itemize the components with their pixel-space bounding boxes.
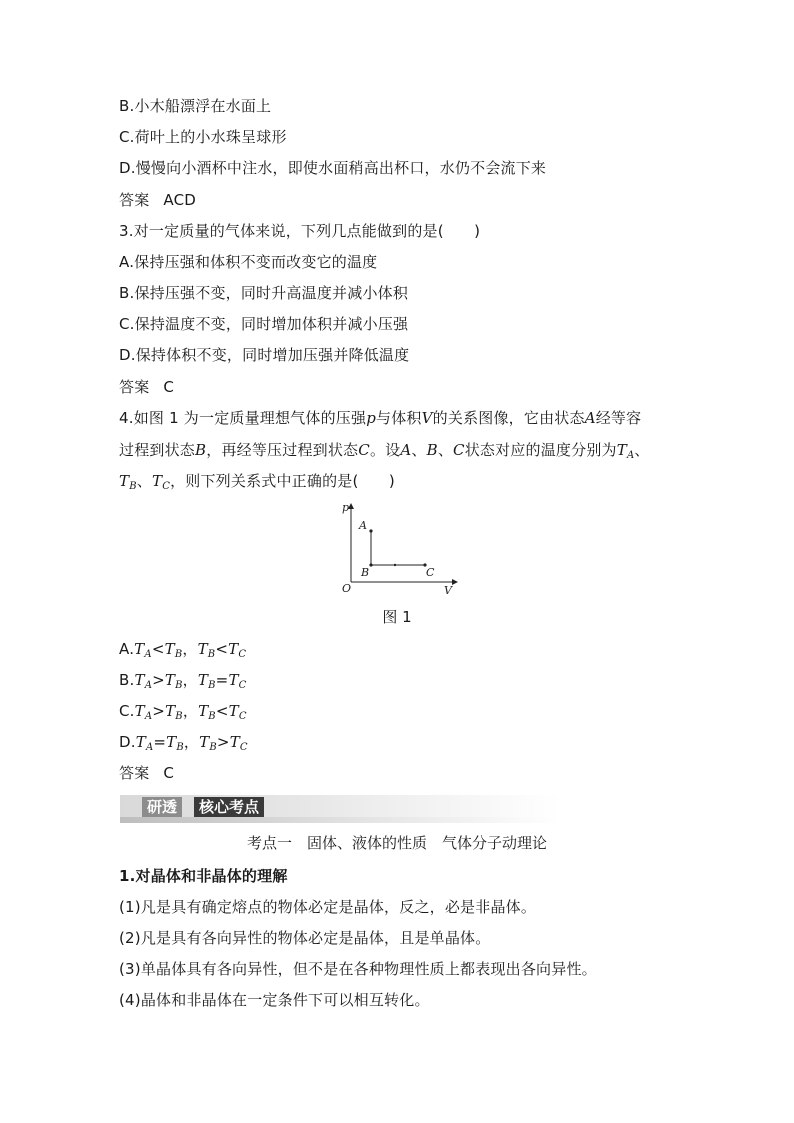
banner-right-label: 核心考点 — [194, 797, 264, 817]
answer-label: 答案 — [119, 764, 150, 782]
subheading: 1.对晶体和非晶体的理解 — [119, 867, 288, 885]
point-item: (4)晶体和非晶体在一定条件下可以相互转化。 — [119, 991, 430, 1009]
q4-stem-line3: $T_B$、$T_C$，则下列关系式中正确的是( ) — [119, 472, 395, 492]
q4-option: $B.T_A>T_B$，$T_B=T_C$ — [119, 671, 247, 691]
q3-stem: 3.对一定质量的气体来说，下列几点能做到的是( ) — [119, 222, 481, 240]
answer-label: 答案 — [119, 191, 150, 209]
figure-caption: 图 1 — [382, 608, 412, 626]
answer-value: C — [163, 764, 175, 782]
point-a-marker — [369, 529, 372, 532]
answer-value: ACD — [163, 191, 197, 209]
point-mid-marker — [394, 564, 396, 566]
q3-option-d: D.保持体积不变，同时增加压强并降低温度 — [119, 346, 410, 364]
origin-label: O — [342, 582, 352, 595]
point-c-label: C — [426, 566, 435, 579]
q4-answer — [119, 763, 174, 783]
point-item: (3)单晶体具有各向异性，但不是在各种物理性质上都表现出各向异性。 — [119, 960, 597, 978]
q2-option-d: D.慢慢向小酒杯中注水，即使水面稍高出杯口，水仍不会流下来 — [119, 159, 547, 177]
q2-option-c: C.荷叶上的小水珠呈球形 — [119, 128, 287, 146]
point-item: (2)凡是具有各向异性的物体必定是晶体，且是单晶体。 — [119, 929, 491, 947]
q4-option: $C.T_A>T_B$，$T_B<T_C$ — [119, 702, 247, 722]
axis-y-label: p — [342, 501, 350, 514]
banner-left-label: 研透 — [142, 797, 182, 817]
q3-option-c: C.保持温度不变，同时增加体积并减小压强 — [119, 315, 409, 333]
answer-label: 答案 — [119, 378, 150, 396]
point-b-marker — [369, 563, 372, 566]
q4-option: $D.T_A=T_B$，$T_B>T_C$ — [119, 733, 248, 753]
q4-option: $A.T_A<T_B$，$T_B<T_C$ — [119, 640, 247, 660]
pv-diagram — [335, 498, 465, 598]
q4-stem-line2: 过程到状态B，再经等压过程到状态C。设A、B、C状态对应的温度分别为$T_A$、 — [119, 441, 650, 461]
point-item: (1)凡是具有确定熔点的物体必定是晶体，反之，必是非晶体。 — [119, 898, 537, 916]
q4-stem-line1: 4.如图 1 为一定质量理想气体的压强p与体积V的关系图像，它由状态A经等容 — [119, 409, 642, 427]
q3-option-b: B.保持压强不变，同时升高温度并减小体积 — [119, 284, 409, 302]
q3-option-a: A.保持压强和体积不变而改变它的温度 — [119, 253, 378, 271]
point-b-label: B — [361, 566, 370, 579]
section-title: 考点一 固体、液体的性质 气体分子动理论 — [246, 834, 547, 852]
answer-value: C — [163, 378, 175, 396]
axis-x-label: V — [444, 584, 452, 597]
q3-answer — [119, 377, 174, 397]
section-banner — [120, 795, 560, 823]
q2-answer — [119, 190, 196, 210]
point-a-label: A — [359, 519, 367, 532]
q2-option-b: B.小木船漂浮在水面上 — [119, 97, 272, 115]
